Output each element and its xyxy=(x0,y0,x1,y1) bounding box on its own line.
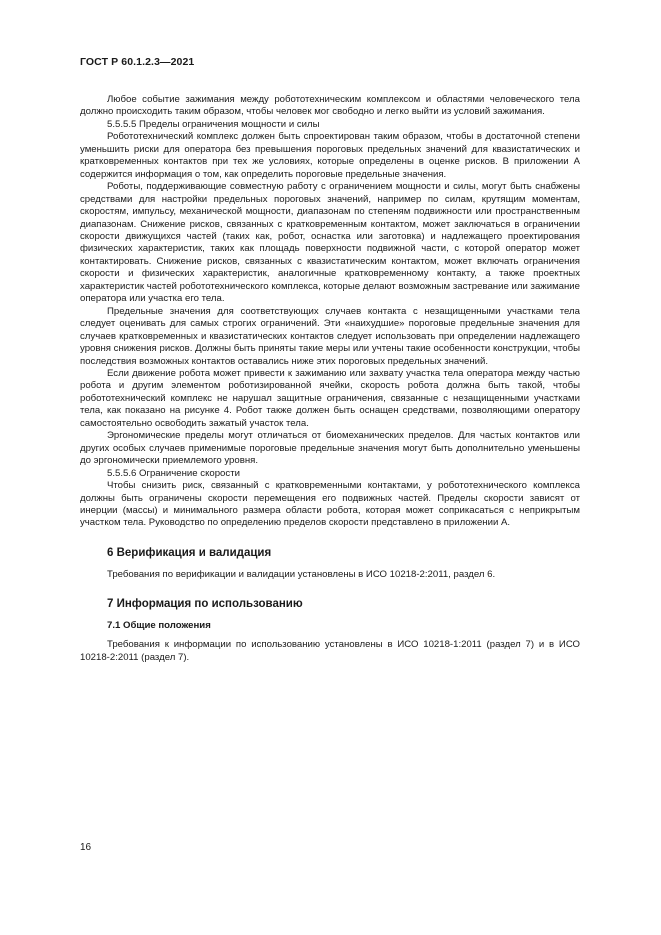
paragraph: Роботы, поддерживающие совместную работу с ограничением мощности и силы, могут быть снабжены средствами для настройки предельных пороговых значений, например по силам, крутящим моментам, скоростям, импульсу, механической мощности, диапазонам по степеням подвижности или пространственным диапазонам. Снижение рисков, связанных с кратковременным контактом, может заключаться в ограничении скорости движущихся частей (таких как, робот, оснастка или заготовка) и надлежащего проектирования физических характеристик, таких как площадь поверхности подвижной части, с которой оператор может контактировать. Снижение рисков, связанных с квазистатическим контактом, может включать ограничения скорости и физических характеристик, аналогичные кратковременному контакту, а также проектных характеристик частей робототехнического комплекса, которые делают возможным застревание или зажимание оператора или участка его тела. xyxy=(80,181,580,305)
paragraph: Чтобы снизить риск, связанный с кратковременными контактами, у робототехнического комплекса должны быть ограничены скорости перемещения его подвижных частей. Пределы скорости зависят от инерции (массы) и минимального размера области робота, которая может соприкасаться с неприкрытым участком тела. Руководство по определению пределов скорости представлено в приложении А. xyxy=(80,480,580,529)
paragraph: Если движение робота может привести к зажиманию или захвату участка тела оператора между частью робота и другим элементом роботизированной ячейки, скорость робота должна быть такой, чтобы робототехнический комплекс не нарушал защитные ограничения, связанные с незащищенными участками тела, как показано на рисунке 4. Робот также должен быть оснащен средствами, позволяющими оператору самостоятельно освободить зажатый участок тела. xyxy=(80,367,580,429)
section-heading: 7 Информация по использованию xyxy=(107,598,303,611)
document-header: ГОСТ Р 60.1.2.3—2021 xyxy=(80,56,195,68)
paragraph: Любое событие зажимания между робототехническим комплексом и областями человеческого тела должно происходить таким образом, чтобы человек мог свободно и легко выйти из условий зажимания. xyxy=(80,94,580,118)
section-heading: 6 Верификация и валидация xyxy=(107,546,272,559)
paragraph: Робототехнический комплекс должен быть спроектирован таким образом, чтобы в достаточной степени уменьшить риски для оператора без превышения пороговых предельных значений для квазистатических и кратковременных контактов при тех же условиях, которые определены в оценке рисков. В приложении А содержится информация о том, как определить пороговые предельные значения. xyxy=(80,131,580,180)
subclause-heading: 5.5.5.6 Ограничение скорости xyxy=(107,467,240,479)
document-body xyxy=(80,94,580,664)
subclause-heading: 5.5.5.5 Пределы ограничения мощности и силы xyxy=(107,118,320,130)
paragraph: Требования к информации по использованию установлены в ИСО 10218-1:2011 (раздел 7) и в ИСО 10218-2:2011 (раздел 7). xyxy=(80,639,580,663)
page-number: 16 xyxy=(80,842,92,853)
paragraph: Предельные значения для соответствующих случаев контакта с незащищенными участками тела следует оценивать для самых строгих ограничений. Эти «наихудшие» пороговые предельные значения для случаев кратковременных и квазистатических контактов следует использовать при определении надлежащего уровня снижения рисков. Должны быть приняты такие меры или учтены такие особенности конструкции, чтобы последствия возможных контактов оставались ниже этих пороговых предельных значений. xyxy=(80,305,580,367)
paragraph: Эргономические пределы могут отличаться от биомеханических пределов. Для частых контактов или других особых случаев применимые пороговые предельные значения могут быть дополнительно уменьшены до эргономически приемлемого уровня. xyxy=(80,430,580,467)
paragraph: Требования по верификации и валидации установлены в ИСО 10218-2:2011, раздел 6. xyxy=(107,568,496,580)
subsection-heading: 7.1 Общие положения xyxy=(107,620,211,632)
